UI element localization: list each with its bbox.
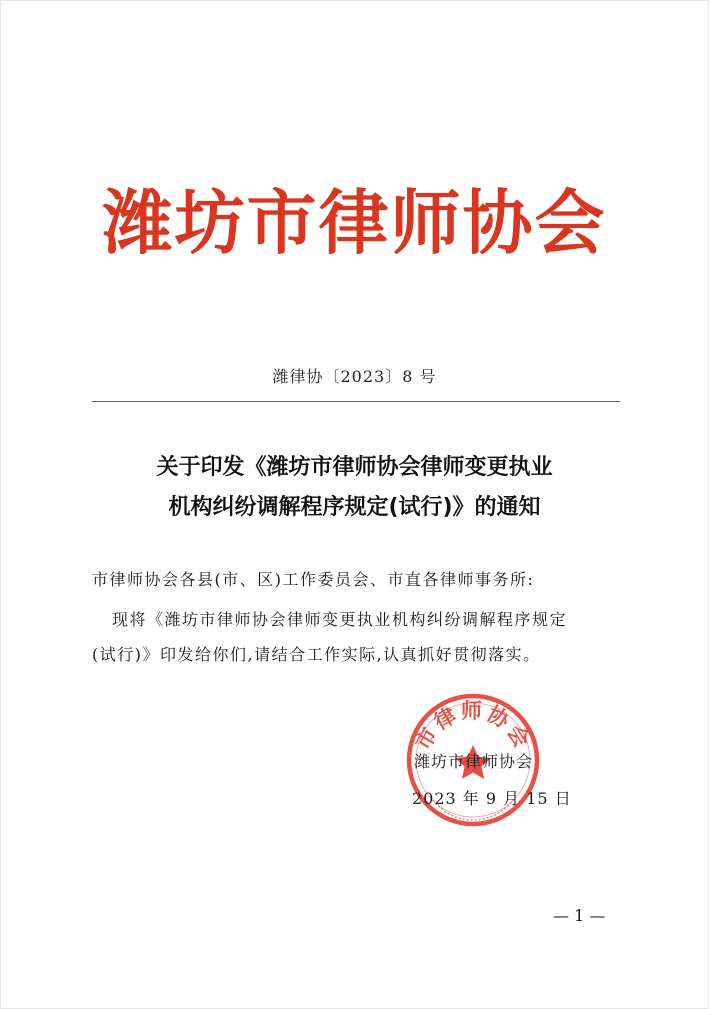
- signature-date: 2023 年 9 月 15 日: [412, 789, 572, 808]
- document-number: 潍律协〔2023〕8 号: [272, 367, 437, 386]
- addressee-line: 市律师协会各县(市、区)工作委员会、市直各律师事务所:: [92, 570, 535, 589]
- red-divider-line: [92, 401, 620, 402]
- signature-organization: 潍坊市律师协会: [414, 752, 534, 771]
- org-letterhead-title: 潍坊市律师协会: [102, 182, 607, 264]
- body-paragraph: [92, 602, 620, 672]
- body-paragraph-line-2: (试行)》印发给你们,请结合工作实际,认真抓好贯彻落实。: [92, 645, 541, 664]
- svg-text:市律师协会: 市律师协会: [410, 699, 536, 754]
- document-title: [0, 448, 709, 528]
- body-paragraph-line-1: 现将《潍坊市律师协会律师变更执业机构纠纷调解程序规定: [112, 610, 568, 629]
- document-title-line-2: 机构纠纷调解程序规定(试行)》的通知: [168, 495, 541, 520]
- document-title-line-1: 关于印发《潍坊市律师协会律师变更执业: [156, 455, 553, 480]
- page-number: — 1 —: [553, 906, 606, 925]
